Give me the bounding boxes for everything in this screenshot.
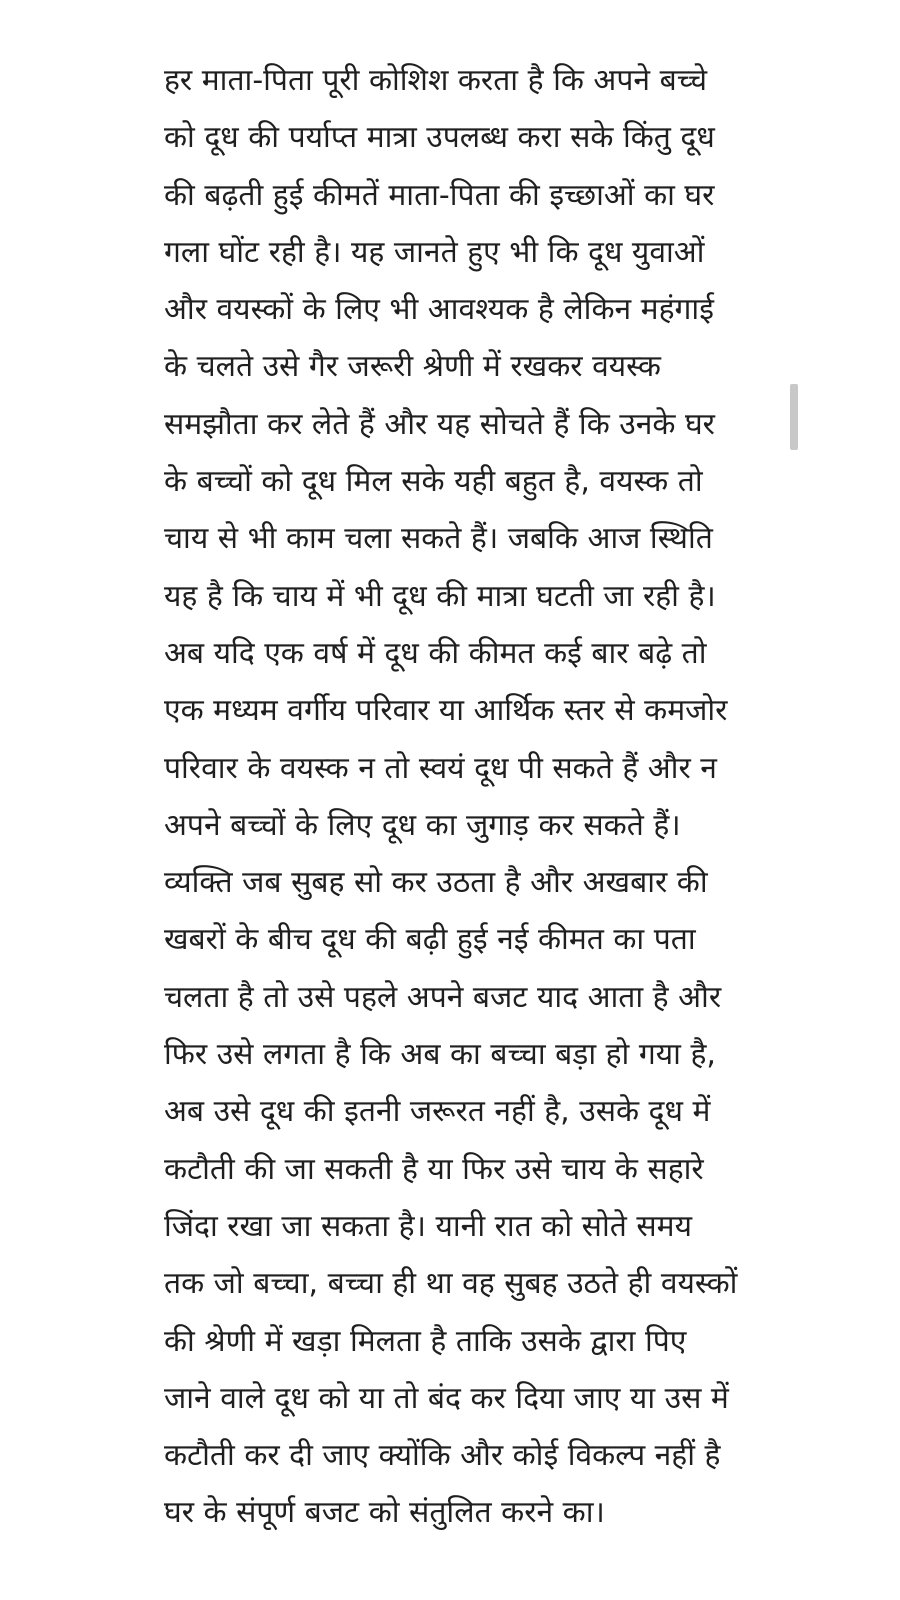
- article-line: यह है कि चाय में भी दूध की मात्रा घटती जा रही है।: [164, 578, 716, 614]
- article-line: कटौती की जा सकती है या फिर उसे चाय के सहारे: [164, 1151, 704, 1187]
- article-line: अब यदि एक वर्ष में दूध की कीमत कई बार बढ़े तो: [164, 635, 707, 671]
- article-line: तक जो बच्चा, बच्चा ही था वह सुबह उठते ही वयस्कों: [164, 1266, 738, 1302]
- article-line: कटौती कर दी जाए क्योंकि और कोई विकल्प नहीं है: [164, 1438, 721, 1474]
- article-line: अपने बच्चों के लिए दूध का जुगाड़ कर सकते हैं।: [164, 807, 681, 843]
- article-line: अब उसे दूध की इतनी जरूरत नहीं है, उसके दूध में: [164, 1094, 711, 1130]
- article-line: गला घोंट रही है। यह जानते हुए भी कि दूध युवाओं: [164, 234, 705, 270]
- article-line: चाय से भी काम चला सकते हैं। जबकि आज स्थिति: [164, 521, 713, 557]
- article-line: एक मध्यम वर्गीय परिवार या आर्थिक स्तर से कमजोर: [164, 693, 728, 729]
- article-line: हर माता-पिता पूरी कोशिश करता है कि अपने बच्चे: [164, 63, 708, 98]
- article-line: व्यक्ति जब सुबह सो कर उठता है और अखबार की: [164, 865, 708, 901]
- article-line: खबरों के बीच दूध की बढ़ी हुई नई कीमत का पता: [164, 922, 696, 958]
- article-line: को दूध की पर्याप्त मात्रा उपलब्ध करा सके किंतु दूध: [164, 120, 715, 156]
- article-line: के चलते उसे गैर जरूरी श्रेणी में रखकर वयस्क: [164, 349, 661, 385]
- article-line: और वयस्कों के लिए भी आवश्यक है लेकिन महंगाई: [164, 292, 714, 328]
- article-line: के बच्चों को दूध मिल सके यही बहुत है, वयस्क तो: [164, 464, 703, 500]
- article-line: परिवार के वयस्क न तो स्वयं दूध पी सकते हैं और न: [164, 750, 717, 786]
- article-line: की बढ़ती हुई कीमतें माता-पिता की इच्छाओं का घर: [164, 177, 715, 213]
- scrollbar-thumb[interactable]: [790, 384, 798, 450]
- article-line: जिंदा रखा जा सकता है। यानी रात को सोते समय: [164, 1208, 692, 1244]
- article-line: फिर उसे लगता है कि अब का बच्चा बड़ा हो गया है,: [164, 1037, 716, 1073]
- article-line: की श्रेणी में खड़ा मिलता है ताकि उसके द्वारा पिए: [164, 1323, 687, 1359]
- article-line: चलता है तो उसे पहले अपने बजट याद आता है और: [164, 979, 722, 1015]
- article-line: जाने वाले दूध को या तो बंद कर दिया जाए या उस में: [164, 1380, 729, 1416]
- article-body: [164, 52, 804, 1542]
- article-line: घर के संपूर्ण बजट को संतुलित करने का।: [164, 1495, 605, 1531]
- article-line: समझौता कर लेते हैं और यह सोचते हैं कि उनके घर: [164, 406, 715, 442]
